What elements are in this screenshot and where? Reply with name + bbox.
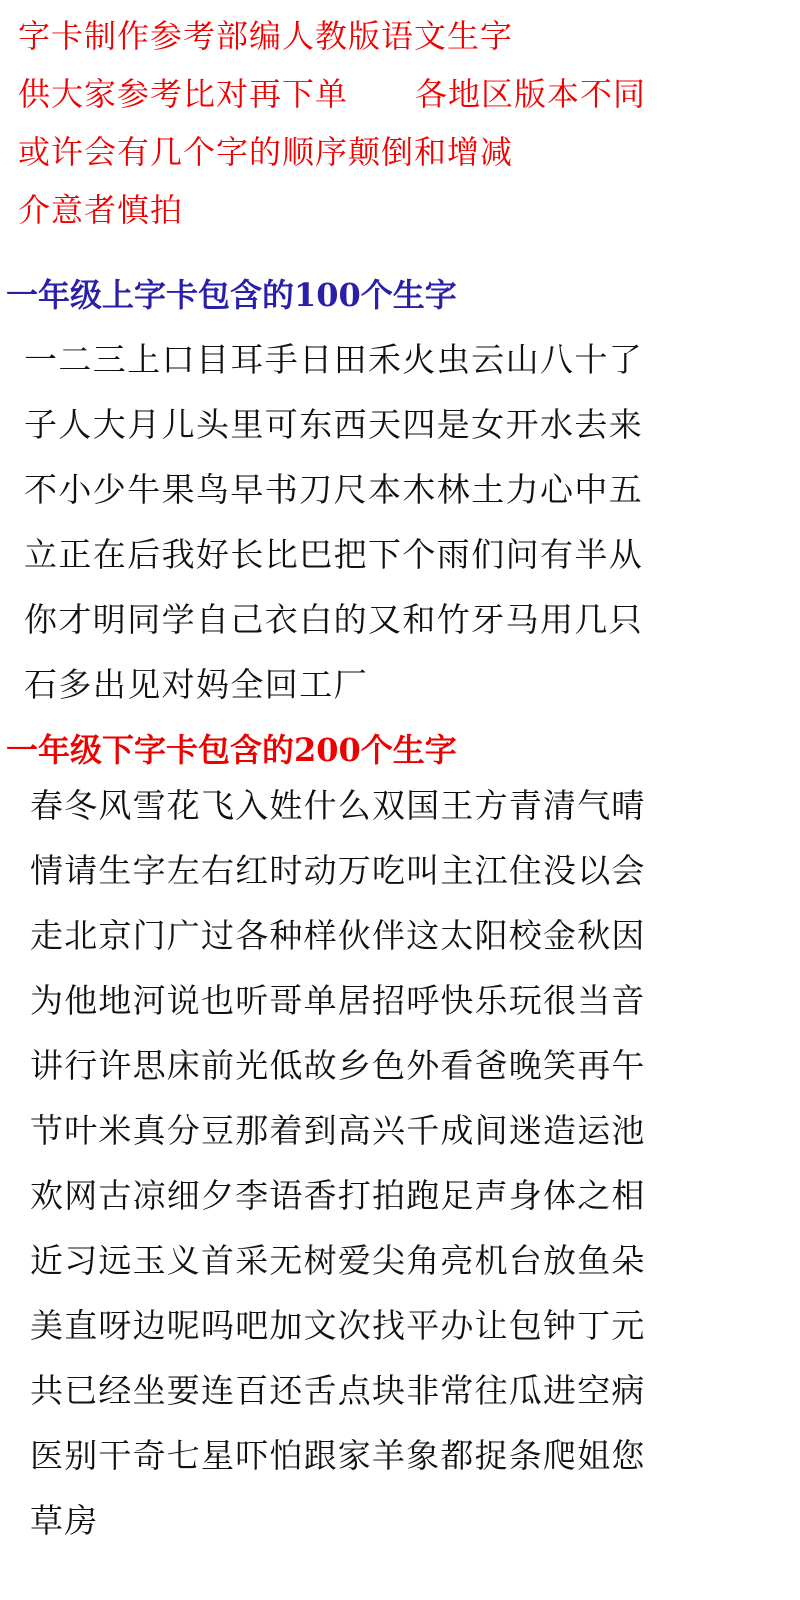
- character-row: 讲行许思床前光低故乡色外看爸晚笑再午: [30, 1046, 646, 1085]
- character-row: 草房: [30, 1501, 99, 1540]
- notice-line: 供大家参考比对再下单 各地区版本不同: [18, 75, 647, 113]
- character-row: 石多出见对妈全回工厂: [24, 665, 368, 704]
- notice-block: [18, 17, 788, 252]
- notice-line: 或许会有几个字的顺序颠倒和增减: [18, 133, 514, 171]
- section-heading-grade1-lower: 一年级下字卡包含的200个生字: [6, 731, 457, 769]
- character-row: 你才明同学自己衣白的又和竹牙马用几只: [24, 600, 644, 639]
- character-list-grade1-lower: [30, 786, 794, 1566]
- character-row: 欢网古凉细夕李语香打拍跑足声身体之相: [30, 1176, 646, 1215]
- character-row: 走北京门广过各种样伙伴这太阳校金秋因: [30, 916, 646, 955]
- character-row: 立正在后我好长比巴把下个雨们问有半从: [24, 535, 644, 574]
- section-heading-grade1-upper: 一年级上字卡包含的100个生字: [6, 276, 457, 314]
- notice-line: 字卡制作参考部编人教版语文生字: [18, 17, 514, 55]
- character-row: 一二三上口目耳手日田禾火虫云山八十了: [24, 340, 644, 379]
- notice-line: 介意者慎拍: [18, 191, 184, 229]
- character-row: 美直呀边呢吗吧加文次找平办让包钟丁元: [30, 1306, 646, 1345]
- character-row: 近习远玉义首采无树爱尖角亮机台放鱼朵: [30, 1241, 646, 1280]
- character-row: 子人大月儿头里可东西天四是女开水去来: [24, 405, 644, 444]
- character-row: 春冬风雪花飞入姓什么双国王方青清气晴: [30, 786, 646, 825]
- character-row: 为他地河说也听哥单居招呼快乐玩很当音: [30, 981, 646, 1020]
- character-row: 不小少牛果鸟早书刀尺本木林土力心中五: [24, 470, 644, 509]
- character-row: 节叶米真分豆那着到高兴千成间迷造运池: [30, 1111, 646, 1150]
- character-row: 医别干奇七星吓怕跟家羊象都捉条爬姐您: [30, 1436, 646, 1475]
- character-row: 情请生字左右红时动万吃叫主江住没以会: [30, 851, 646, 890]
- character-row: 共已经坐要连百还舌点块非常往瓜进空病: [30, 1371, 646, 1410]
- character-list-grade1-upper: [24, 340, 794, 730]
